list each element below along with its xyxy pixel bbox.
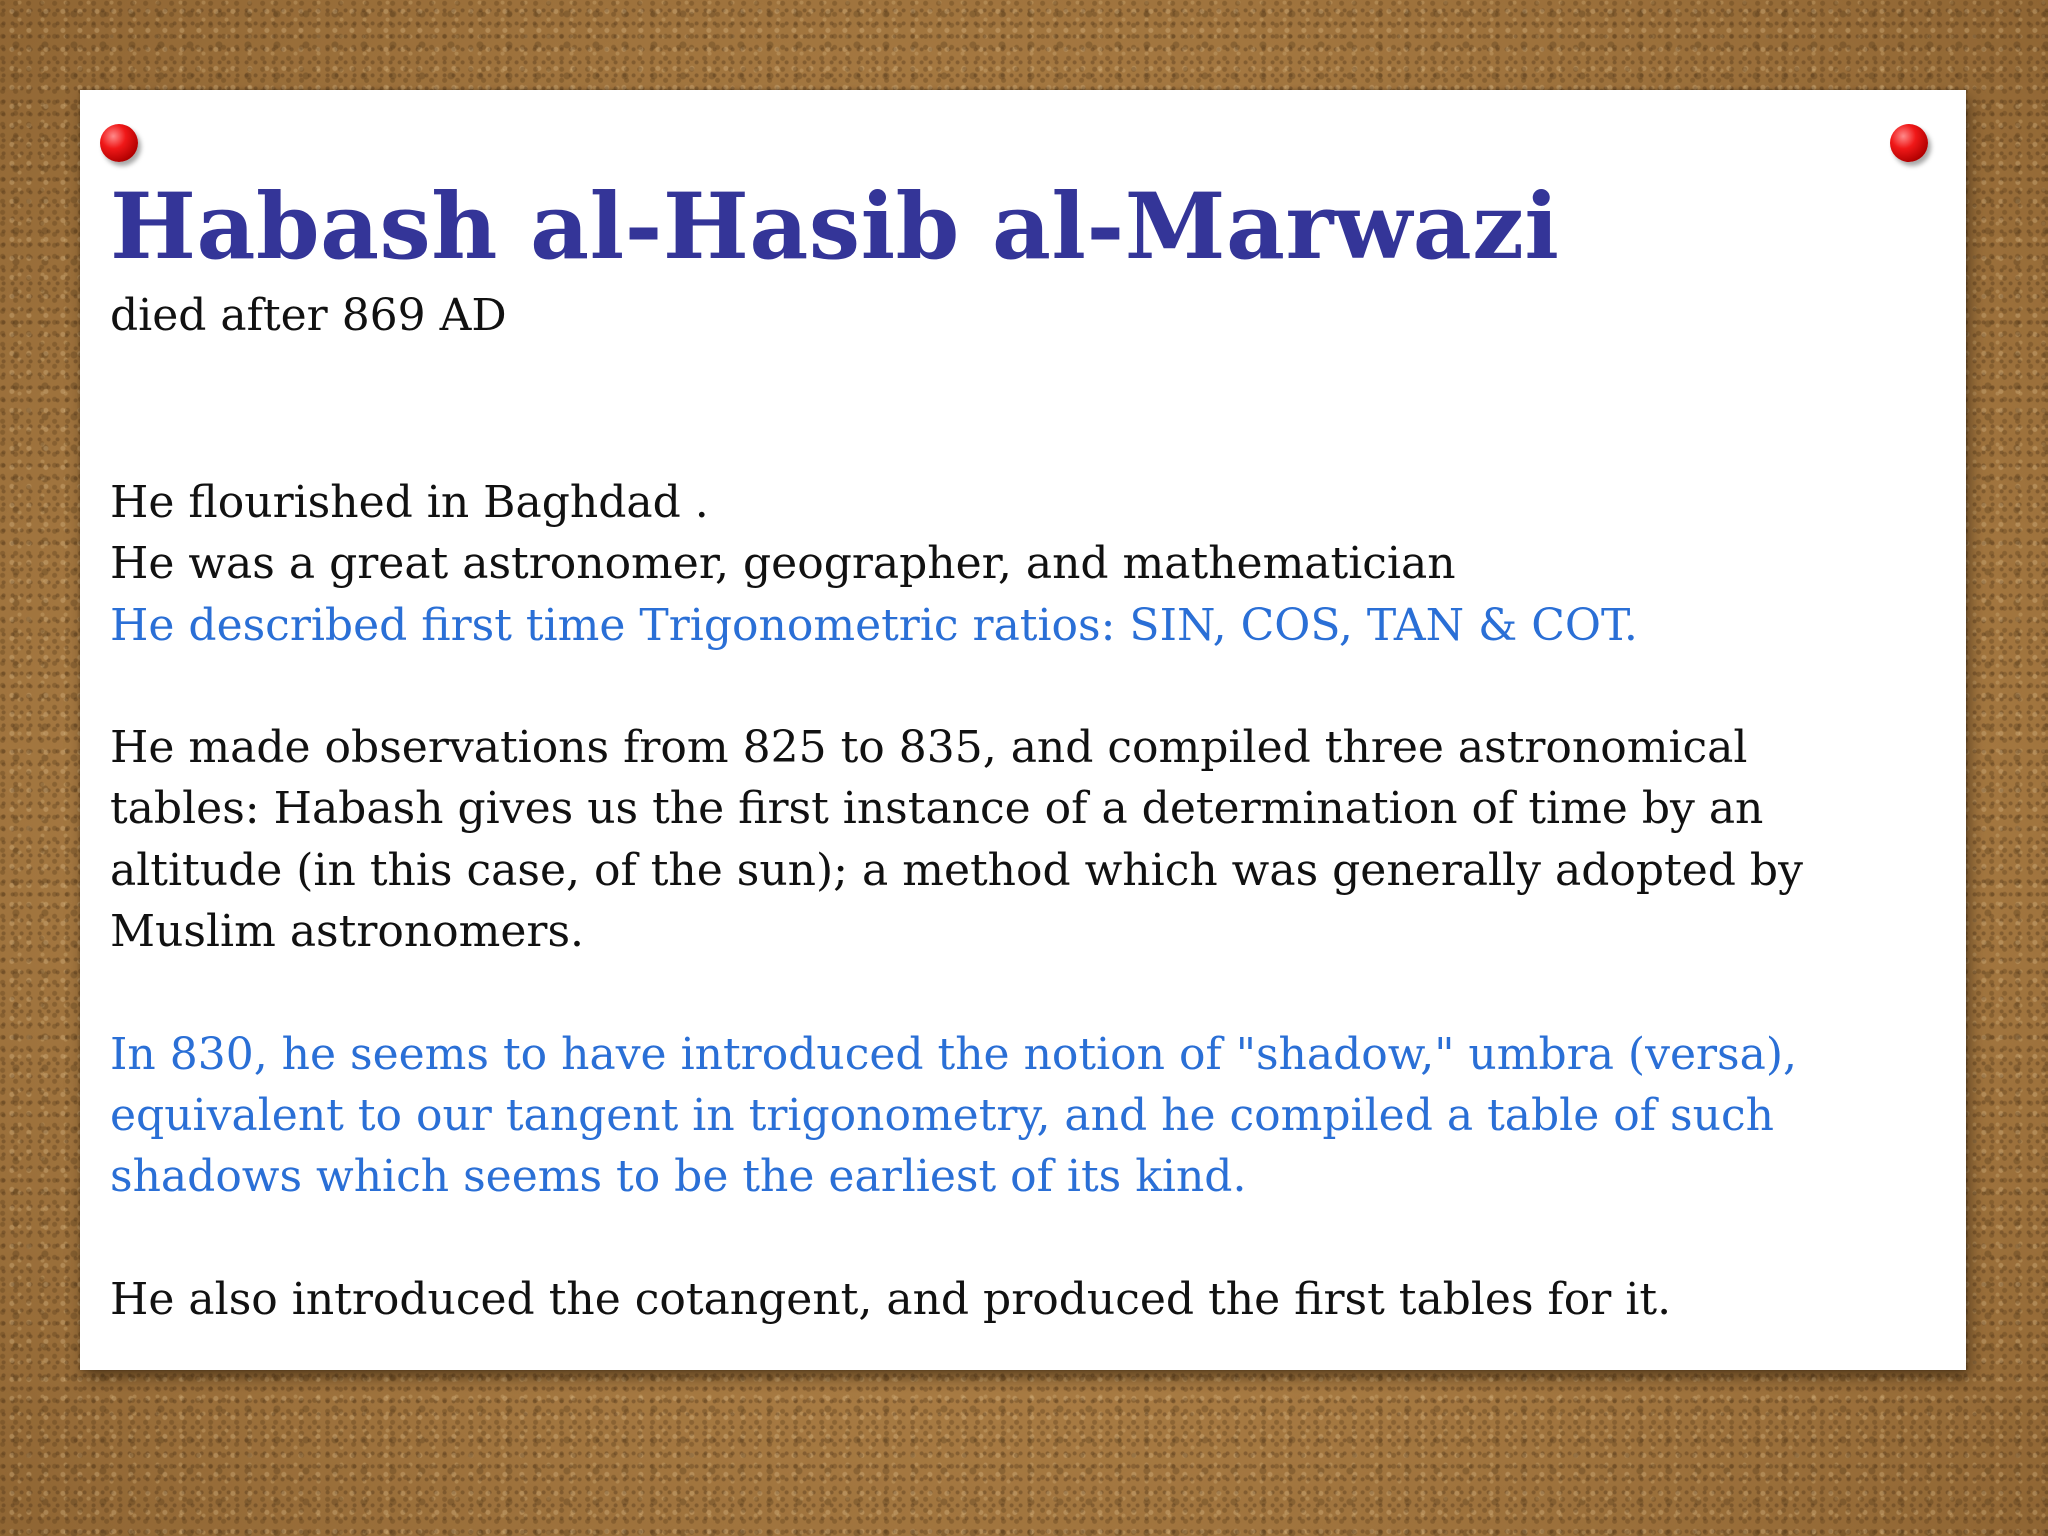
- spacer: [110, 1208, 1950, 1269]
- paragraph: He also introduced the cotangent, and produced the first tables for it.: [110, 1273, 1672, 1325]
- spacer: [110, 962, 1950, 1023]
- pushpin-icon: [100, 124, 138, 162]
- page-subtitle: died after 869 AD: [110, 290, 507, 341]
- pushpin-icon: [1890, 124, 1928, 162]
- paragraph: He made observations from 825 to 835, and compiled three astronomical tables: Habash gives us the first instance of a determination of time by an altitude (in this case, of the sun); a method which was generally adopted by Muslim astronomers.: [110, 722, 1803, 958]
- highlighted-text-line: He described first time Trigonometric ratios: SIN, COS, TAN & COT.: [110, 599, 1638, 651]
- highlighted-paragraph: In 830, he seems to have introduced the notion of "shadow," umbra (versa), equivalent to our tangent in trigonometry, and he compiled a table of such shadows which seems to be the earliest of its kind.: [110, 1028, 1797, 1203]
- page-title: Habash al-Hasib al-Marwazi: [110, 174, 1560, 280]
- note-card: [80, 90, 1966, 1370]
- text-line: He was a great astronomer, geographer, and mathematician: [110, 538, 1456, 590]
- body-text: [110, 472, 1950, 1330]
- text-line: He flourished in Baghdad .: [110, 477, 709, 528]
- spacer: [110, 656, 1950, 717]
